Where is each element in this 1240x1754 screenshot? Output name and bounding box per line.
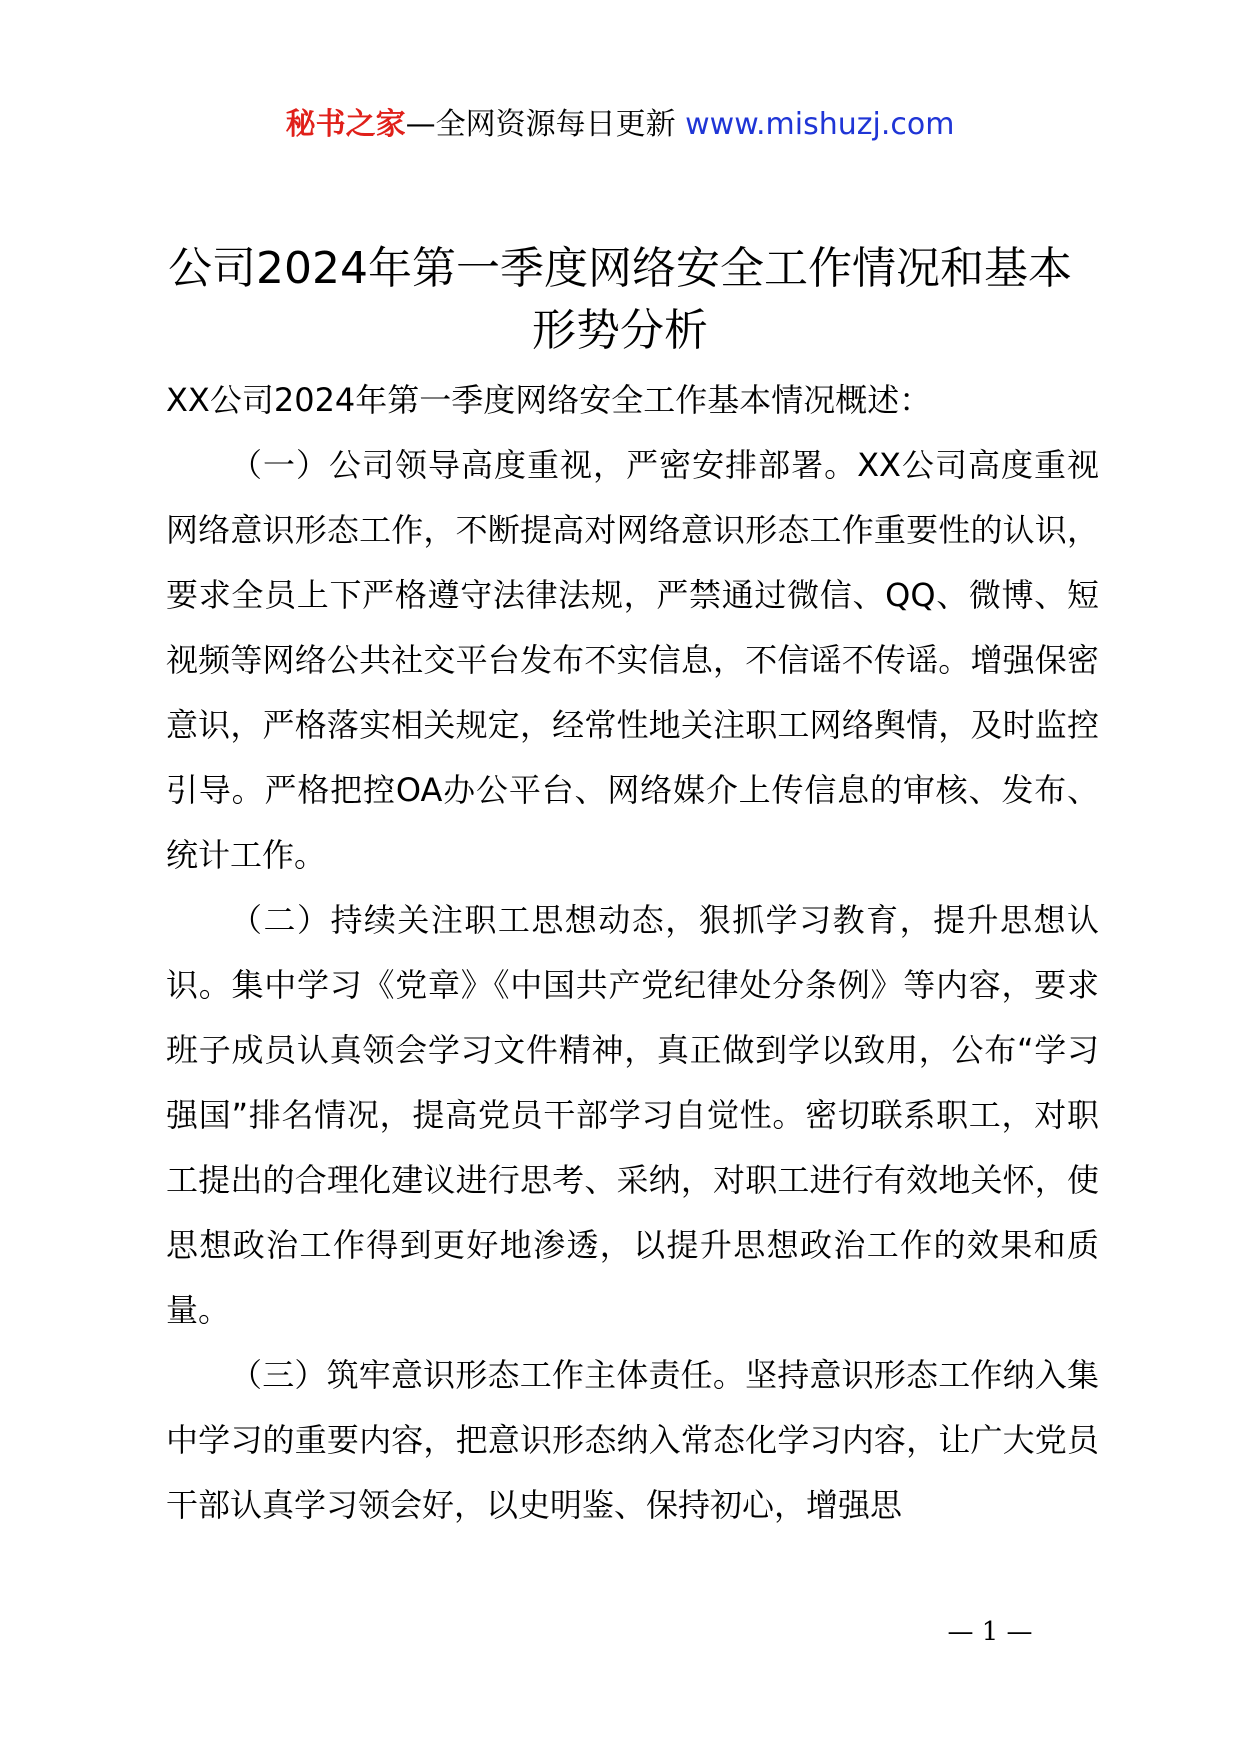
paragraph-2: （二）持续关注职工思想动态，狠抓学习教育，提升思想认识。集中学习《党章》《中国共产党纪律处分条例》等内容，要求班子成员认真领会学习文件精神，真正做到学以致用，公布“学习强国”排名情况，提高党员干部学习自觉性。密切联系职工，对职工提出的合理化建议进行思考、采纳，对职工进行有效地关怀，使思想政治工作得到更好地渗透，以提升思想政治工作的效果和质量。 [166, 901, 1099, 1329]
page-number: — 1 — [947, 1617, 1033, 1647]
paragraph-3: （三）筑牢意识形态工作主体责任。坚持意识形态工作纳入集中学习的重要内容，把意识形态纳入常态化学习内容，让广大党员干部认真学习领会好，以史明鉴、保持初心，增强思 [166, 1356, 1099, 1524]
site-url-link[interactable]: www.mishuzj.com [685, 107, 955, 142]
site-tagline: —全网资源每日更新 [405, 107, 686, 142]
intro-line: XX公司2024年第一季度网络安全工作基本情况概述： [166, 381, 932, 419]
site-header [0, 98, 1240, 152]
document-title: 公司2024年第一季度网络安全工作情况和基本形势分析 [168, 243, 1072, 356]
site-brand: 秘书之家 [285, 107, 406, 142]
document-body [166, 368, 1099, 1538]
paragraph-1: （一）公司领导高度重视，严密安排部署。XX公司高度重视网络意识形态工作，不断提高对网络意识形态工作重要性的认识，要求全员上下严格遵守法律法规，严禁通过微信、QQ、微博、短视频等网络公共社交平台发布不实信息，不信谣不传谣。增强保密意识，严格落实相关规定，经常性地关注职工网络舆情，及时监控引导。严格把控OA办公平台、网络媒介上传信息的审核、发布、统计工作。 [166, 446, 1099, 874]
